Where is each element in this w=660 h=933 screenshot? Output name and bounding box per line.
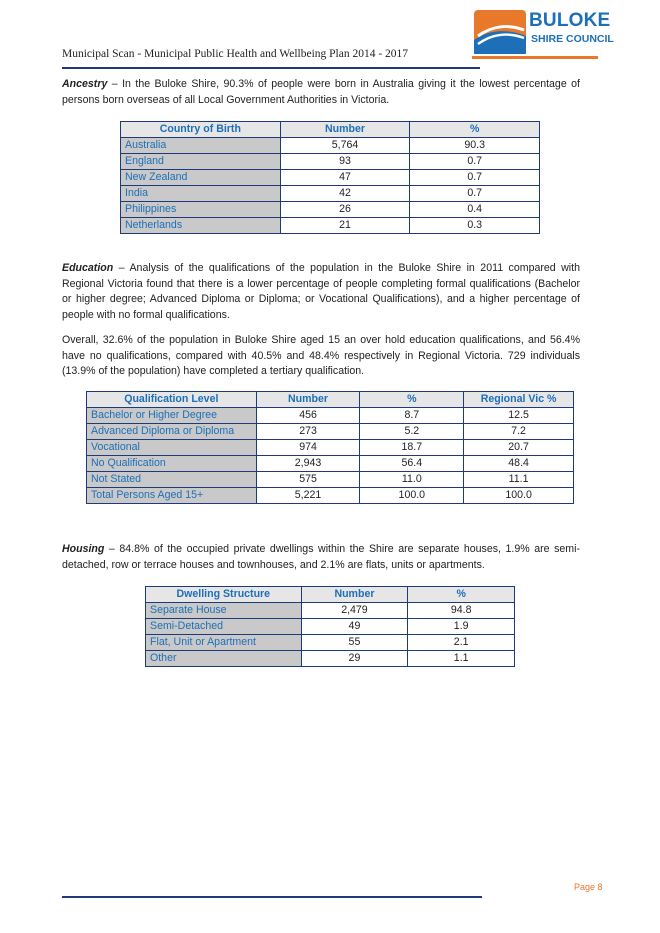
cell-value: 93 bbox=[280, 154, 410, 170]
row-label: Not Stated bbox=[87, 472, 257, 488]
qualification-table bbox=[86, 391, 574, 504]
cell-value: 47 bbox=[280, 170, 410, 186]
cell-value: 12.5 bbox=[464, 408, 574, 424]
cell-value: 49 bbox=[301, 619, 408, 635]
table-row bbox=[146, 603, 515, 619]
cell-value: 29 bbox=[301, 651, 408, 667]
education-text: – Analysis of the qualifications of the population in the Buloke Shire in 2011 compared with Regional Victoria found that there is a lower percentage of people completing formal qualifications (Bachelor or higher degree; Advanced Diploma or Diploma; or Vocational Qualifications), and a higher percentage of people with no formal qualifications. bbox=[62, 262, 580, 321]
ancestry-paragraph bbox=[62, 77, 580, 108]
housing-text: – 84.8% of the occupied private dwellings within the Shire are separate houses, 1.9% are semi-detached, row or terrace houses and townhouses, and 2.1% are flats, units or apartments. bbox=[62, 543, 580, 571]
cell-value: 5,221 bbox=[256, 488, 360, 504]
table-row bbox=[87, 408, 574, 424]
row-label: No Qualification bbox=[87, 456, 257, 472]
row-label: Vocational bbox=[87, 440, 257, 456]
column-header: Regional Vic % bbox=[464, 392, 574, 408]
housing-paragraph bbox=[62, 542, 580, 573]
ancestry-heading: Ancestry bbox=[62, 78, 108, 90]
country-of-birth-table bbox=[120, 121, 540, 234]
cell-value: 94.8 bbox=[408, 603, 515, 619]
table-row bbox=[87, 472, 574, 488]
column-header: % bbox=[360, 392, 464, 408]
dwelling-structure-table bbox=[145, 586, 515, 667]
education-heading: Education bbox=[62, 262, 114, 274]
column-header: % bbox=[408, 587, 515, 603]
table-header-row bbox=[87, 392, 574, 408]
row-label: India bbox=[121, 186, 281, 202]
cell-value: 56.4 bbox=[360, 456, 464, 472]
table-row bbox=[87, 424, 574, 440]
table-row bbox=[87, 440, 574, 456]
cell-value: 456 bbox=[256, 408, 360, 424]
cell-value: 0.4 bbox=[410, 202, 540, 218]
cell-value: 26 bbox=[280, 202, 410, 218]
cell-value: 0.7 bbox=[410, 170, 540, 186]
table-row bbox=[87, 488, 574, 504]
row-label: Netherlands bbox=[121, 218, 281, 234]
column-header: % bbox=[410, 122, 540, 138]
cell-value: 2.1 bbox=[408, 635, 515, 651]
table-row bbox=[87, 456, 574, 472]
cell-value: 100.0 bbox=[464, 488, 574, 504]
cell-value: 2,479 bbox=[301, 603, 408, 619]
table-header-row bbox=[146, 587, 515, 603]
cell-value: 0.3 bbox=[410, 218, 540, 234]
ancestry-text: – In the Buloke Shire, 90.3% of people were born in Australia giving it the lowest percentage of persons born overseas of all Local Government Authorities in Victoria. bbox=[62, 78, 580, 106]
column-header: Number bbox=[256, 392, 360, 408]
table-row bbox=[121, 138, 540, 154]
table-header-row bbox=[121, 122, 540, 138]
cell-value: 0.7 bbox=[410, 154, 540, 170]
cell-value: 0.7 bbox=[410, 186, 540, 202]
cell-value: 20.7 bbox=[464, 440, 574, 456]
cell-value: 11.0 bbox=[360, 472, 464, 488]
footer-rule bbox=[62, 896, 482, 898]
table-row bbox=[146, 619, 515, 635]
cell-value: 273 bbox=[256, 424, 360, 440]
row-label: Bachelor or Higher Degree bbox=[87, 408, 257, 424]
table-row bbox=[121, 202, 540, 218]
column-header: Number bbox=[280, 122, 410, 138]
row-label: Semi-Detached bbox=[146, 619, 302, 635]
table-row bbox=[146, 651, 515, 667]
table-row bbox=[121, 154, 540, 170]
row-label: Separate House bbox=[146, 603, 302, 619]
cell-value: 974 bbox=[256, 440, 360, 456]
row-label: Philippines bbox=[121, 202, 281, 218]
cell-value: 2,943 bbox=[256, 456, 360, 472]
document-title: Municipal Scan - Municipal Public Health and Wellbeing Plan 2014 - 2017 bbox=[62, 48, 409, 60]
table-row bbox=[121, 186, 540, 202]
row-label: New Zealand bbox=[121, 170, 281, 186]
cell-value: 100.0 bbox=[360, 488, 464, 504]
cell-value: 1.1 bbox=[408, 651, 515, 667]
cell-value: 48.4 bbox=[464, 456, 574, 472]
cell-value: 7.2 bbox=[464, 424, 574, 440]
table-row bbox=[121, 170, 540, 186]
education-summary-paragraph: Overall, 32.6% of the population in Buloke Shire aged 15 an over hold education qualifications, and 56.4% have no qualifications, compared with 40.5% and 48.4% respectively in Regional Victoria. 729 individuals (13.9% of the population) have completed a tertiary qualification. bbox=[62, 334, 580, 377]
column-header: Qualification Level bbox=[87, 392, 257, 408]
column-header: Country of Birth bbox=[121, 122, 281, 138]
row-label: Total Persons Aged 15+ bbox=[87, 488, 257, 504]
row-label: Other bbox=[146, 651, 302, 667]
cell-value: 5.2 bbox=[360, 424, 464, 440]
cell-value: 42 bbox=[280, 186, 410, 202]
cell-value: 5,764 bbox=[280, 138, 410, 154]
housing-heading: Housing bbox=[62, 543, 105, 555]
row-label: Australia bbox=[121, 138, 281, 154]
logo-underline bbox=[472, 56, 598, 59]
row-label: England bbox=[121, 154, 281, 170]
page-number: Page 8 bbox=[574, 882, 603, 892]
cell-value: 11.1 bbox=[464, 472, 574, 488]
cell-value: 21 bbox=[280, 218, 410, 234]
table-row bbox=[121, 218, 540, 234]
cell-value: 55 bbox=[301, 635, 408, 651]
education-paragraph bbox=[62, 261, 580, 323]
column-header: Dwelling Structure bbox=[146, 587, 302, 603]
cell-value: 575 bbox=[256, 472, 360, 488]
cell-value: 18.7 bbox=[360, 440, 464, 456]
column-header: Number bbox=[301, 587, 408, 603]
row-label: Advanced Diploma or Diploma bbox=[87, 424, 257, 440]
logo-subtitle: SHIRE COUNCIL bbox=[531, 33, 614, 45]
cell-value: 1.9 bbox=[408, 619, 515, 635]
row-label: Flat, Unit or Apartment bbox=[146, 635, 302, 651]
table-row bbox=[146, 635, 515, 651]
cell-value: 8.7 bbox=[360, 408, 464, 424]
cell-value: 90.3 bbox=[410, 138, 540, 154]
logo-title: BULOKE bbox=[529, 10, 611, 31]
header-rule bbox=[62, 67, 480, 69]
